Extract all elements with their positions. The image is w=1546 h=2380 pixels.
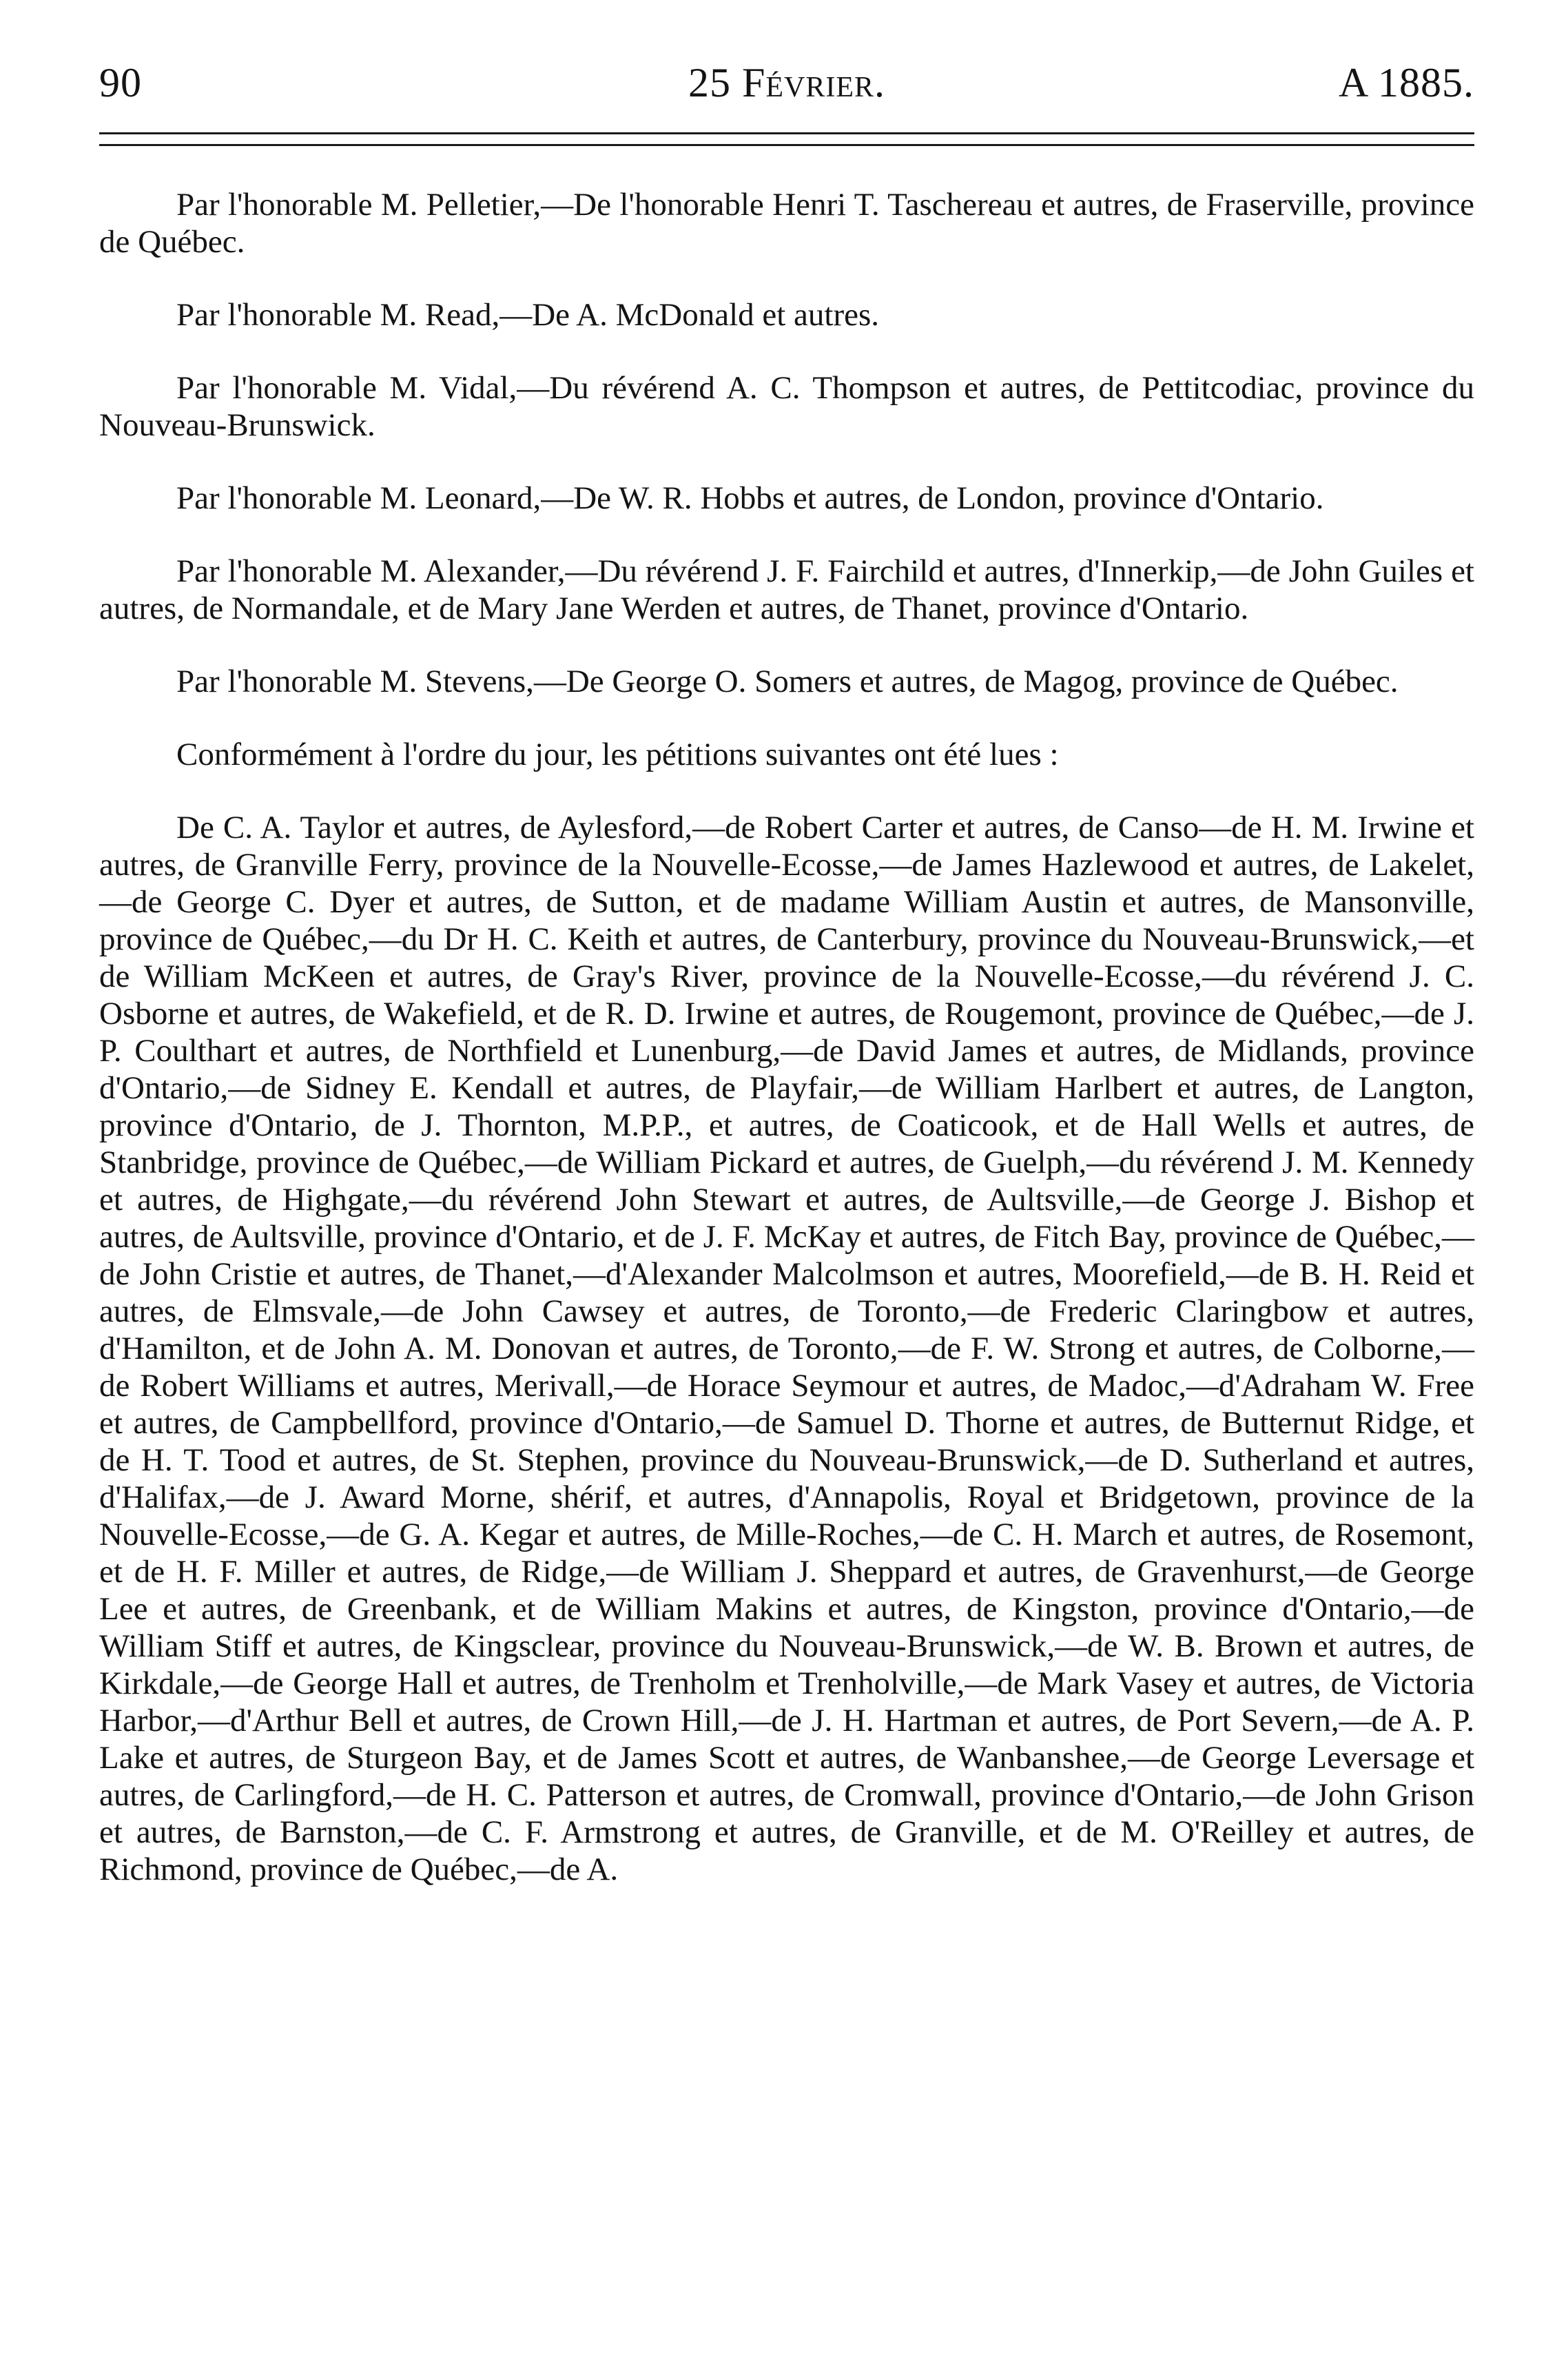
paragraph-alexander: Par l'honorable M. Alexander,—Du révérend J. F. Fairchild et autres, d'Innerkip,—de John Guiles et autres, de Normandale, et de Mary Jane Werden et autres, de Thanet, province d'Ontario. xyxy=(99,553,1474,626)
document-page xyxy=(99,48,1474,1888)
paragraph-leonard: Par l'honorable M. Leonard,—De W. R. Hobbs et autres, de London, province d'Ontario. xyxy=(176,480,1324,516)
header-double-rule xyxy=(99,132,1474,146)
page-number: 90 xyxy=(99,60,142,105)
header-year: A 1885. xyxy=(1338,60,1474,105)
header-date-month: Février. xyxy=(741,60,886,105)
running-header xyxy=(99,48,1474,117)
paragraph-pelletier: Par l'honorable M. Pelletier,—De l'honorable Henri T. Taschereau et autres, de Fraserville, province de Québec. xyxy=(99,187,1474,260)
paragraph-stevens: Par l'honorable M. Stevens,—De George O. Somers et autres, de Magog, province de Québec. xyxy=(176,664,1399,699)
paragraph-vidal: Par l'honorable M. Vidal,—Du révérend A. C. Thompson et autres, de Pettitcodiac, province du Nouveau-Brunswick. xyxy=(99,370,1474,443)
header-date xyxy=(99,48,1474,117)
paragraph-read: Par l'honorable M. Read,—De A. McDonald et autres. xyxy=(176,297,880,333)
header-date-day: 25 xyxy=(688,60,742,105)
document-body xyxy=(99,186,1474,1888)
petitions-list: De C. A. Taylor et autres, de Aylesford,—de Robert Carter et autres, de Canso—de H. M. Irwine et autres, de Granville Ferry, province de la Nouvelle-Ecosse,—de James Hazlewood et autres, de Lakelet,—de George C. Dyer et autres, de Sutton, et de madame William Austin et autres, de Mansonville, province de Québec,—du Dr H. C. Keith et autres, de Canterbury, province du Nouveau-Brunswick,—et de William McKeen et autres, de Gray's River, province de la Nouvelle-Ecosse,—du révérend J. C. Osborne et autres, de Wakefield, et de R. D. Irwine et autres, de Rougemont, province de Québec,—de J. P. Coulthart et autres, de Northfield et Lunenburg,—de David James et autres, de Midlands, province d'Ontario,—de Sidney E. Kendall et autres, de Playfair,—de William Harlbert et autres, de Langton, province d'Ontario, de J. Thornton, M.P.P., et autres, de Coaticook, et de Hall Wells et autres, de Stanbridge, province de Québec,—de William Pickard et autres, de Guelph,—du révérend J. M. Kennedy et autres, de Highgate,—du révérend John Stewart et autres, de Aultsville,—de George J. Bishop et autres, de Aultsville, province d'Ontario, et de J. F. McKay et autres, de Fitch Bay, province de Québec,—de John Cristie et autres, de Thanet,—d'Alexander Malcolmson et autres, Moorefield,—de B. H. Reid et autres, de Elmsvale,—de John Cawsey et autres, de Toronto,—de Frederic Claringbow et autres, d'Hamilton, et de John A. M. Donovan et autres, de Toronto,—de F. W. Strong et autres, de Colborne,—de Robert Williams et autres, Merivall,—de Horace Seymour et autres, de Madoc,—d'Adraham W. Free et autres, de Campbellford, province d'Ontario,—de Samuel D. Thorne et autres, de Butternut Ridge, et de H. T. Tood et autres, de St. Stephen, province du Nouveau-Brunswick,—de D. Sutherland et autres, d'Halifax,—de J. Award Morne, shérif, et autres, d'Annapolis, Royal et Bridgetown, province de la Nouvelle-Ecosse,—de G. A. Kegar et autres, de Mille-Roches,—de C. H. March et autres, de Rosemont, et de H. F. Miller et autres, de Ridge,—de William J. Sheppard et autres, de Gravenhurst,—de George Lee et autres, de Greenbank, et de William Makins et autres, de Kingston, province d'Ontario,—de William Stiff et autres, de Kingsclear, province du Nouveau-Brunswick,—de W. B. Brown et autres, de Kirkdale,—de George Hall et autres, de Trenholm et Trenholville,—de Mark Vasey et autres, de Victoria Harbor,—d'Arthur Bell et autres, de Crown Hill,—de J. H. Hartman et autres, de Port Severn,—de A. P. Lake et autres, de Sturgeon Bay, et de James Scott et autres, de Wanbanshee,—de George Leversage et autres, de Carlingford,—de H. C. Patterson et autres, de Cromwall, province d'Ontario,—de John Grison et autres, de Barnston,—de C. F. Armstrong et autres, de Granville, et de M. O'Reilley et autres, de Richmond, province de Québec,—de A. xyxy=(99,810,1474,1887)
order-of-day-intro: Conformément à l'ordre du jour, les pétitions suivantes ont été lues : xyxy=(176,737,1059,772)
